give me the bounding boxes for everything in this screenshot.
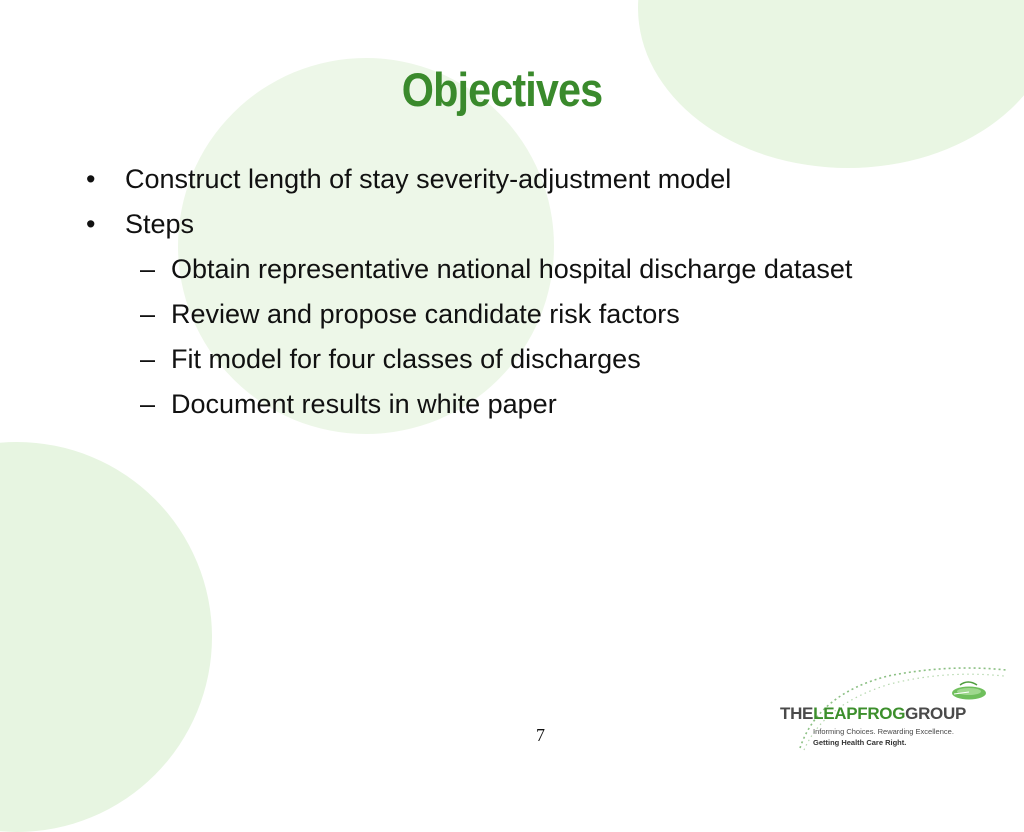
bullet-text: Construct length of stay severity-adjustment model [125,164,732,194]
logo-the: THE [780,704,814,723]
bullet-text: Steps [125,209,195,239]
sub-bullet-text: Fit model for four classes of discharges [171,344,641,374]
logo-tagline: Informing Choices. Rewarding Excellence. [813,727,954,736]
bullet-marker: • [86,164,96,194]
slide-title: Objectives [401,63,603,116]
sub-bullet-marker: – [140,254,156,284]
sub-bullet-item [86,295,886,333]
sub-bullet-text: Document results in white paper [171,389,557,419]
sub-bullet-marker: – [140,389,156,419]
sub-bullet-item [86,250,886,288]
sub-bullet-text: Review and propose candidate risk factors [171,299,680,329]
bullet-item [86,160,886,198]
leapfrog-logo [778,664,1014,754]
bullet-marker: • [86,209,96,239]
logo-group: GROUP [905,704,966,723]
bullet-item [86,205,886,243]
sub-bullet-marker: – [140,344,156,374]
sub-bullet-text: Obtain representative national hospital discharge dataset [171,254,853,284]
logo-leapfrog: LEAPFROG [813,704,906,723]
bullet-list [86,160,886,430]
sub-bullet-item [86,340,886,378]
logo-tagline-bold: Getting Health Care Right. [813,738,907,747]
sub-bullet-marker: – [140,299,156,329]
decorative-circle-left [0,442,212,832]
sub-bullet-item [86,385,886,423]
page-number: 7 [536,725,545,745]
logo-wordmark [780,704,966,724]
